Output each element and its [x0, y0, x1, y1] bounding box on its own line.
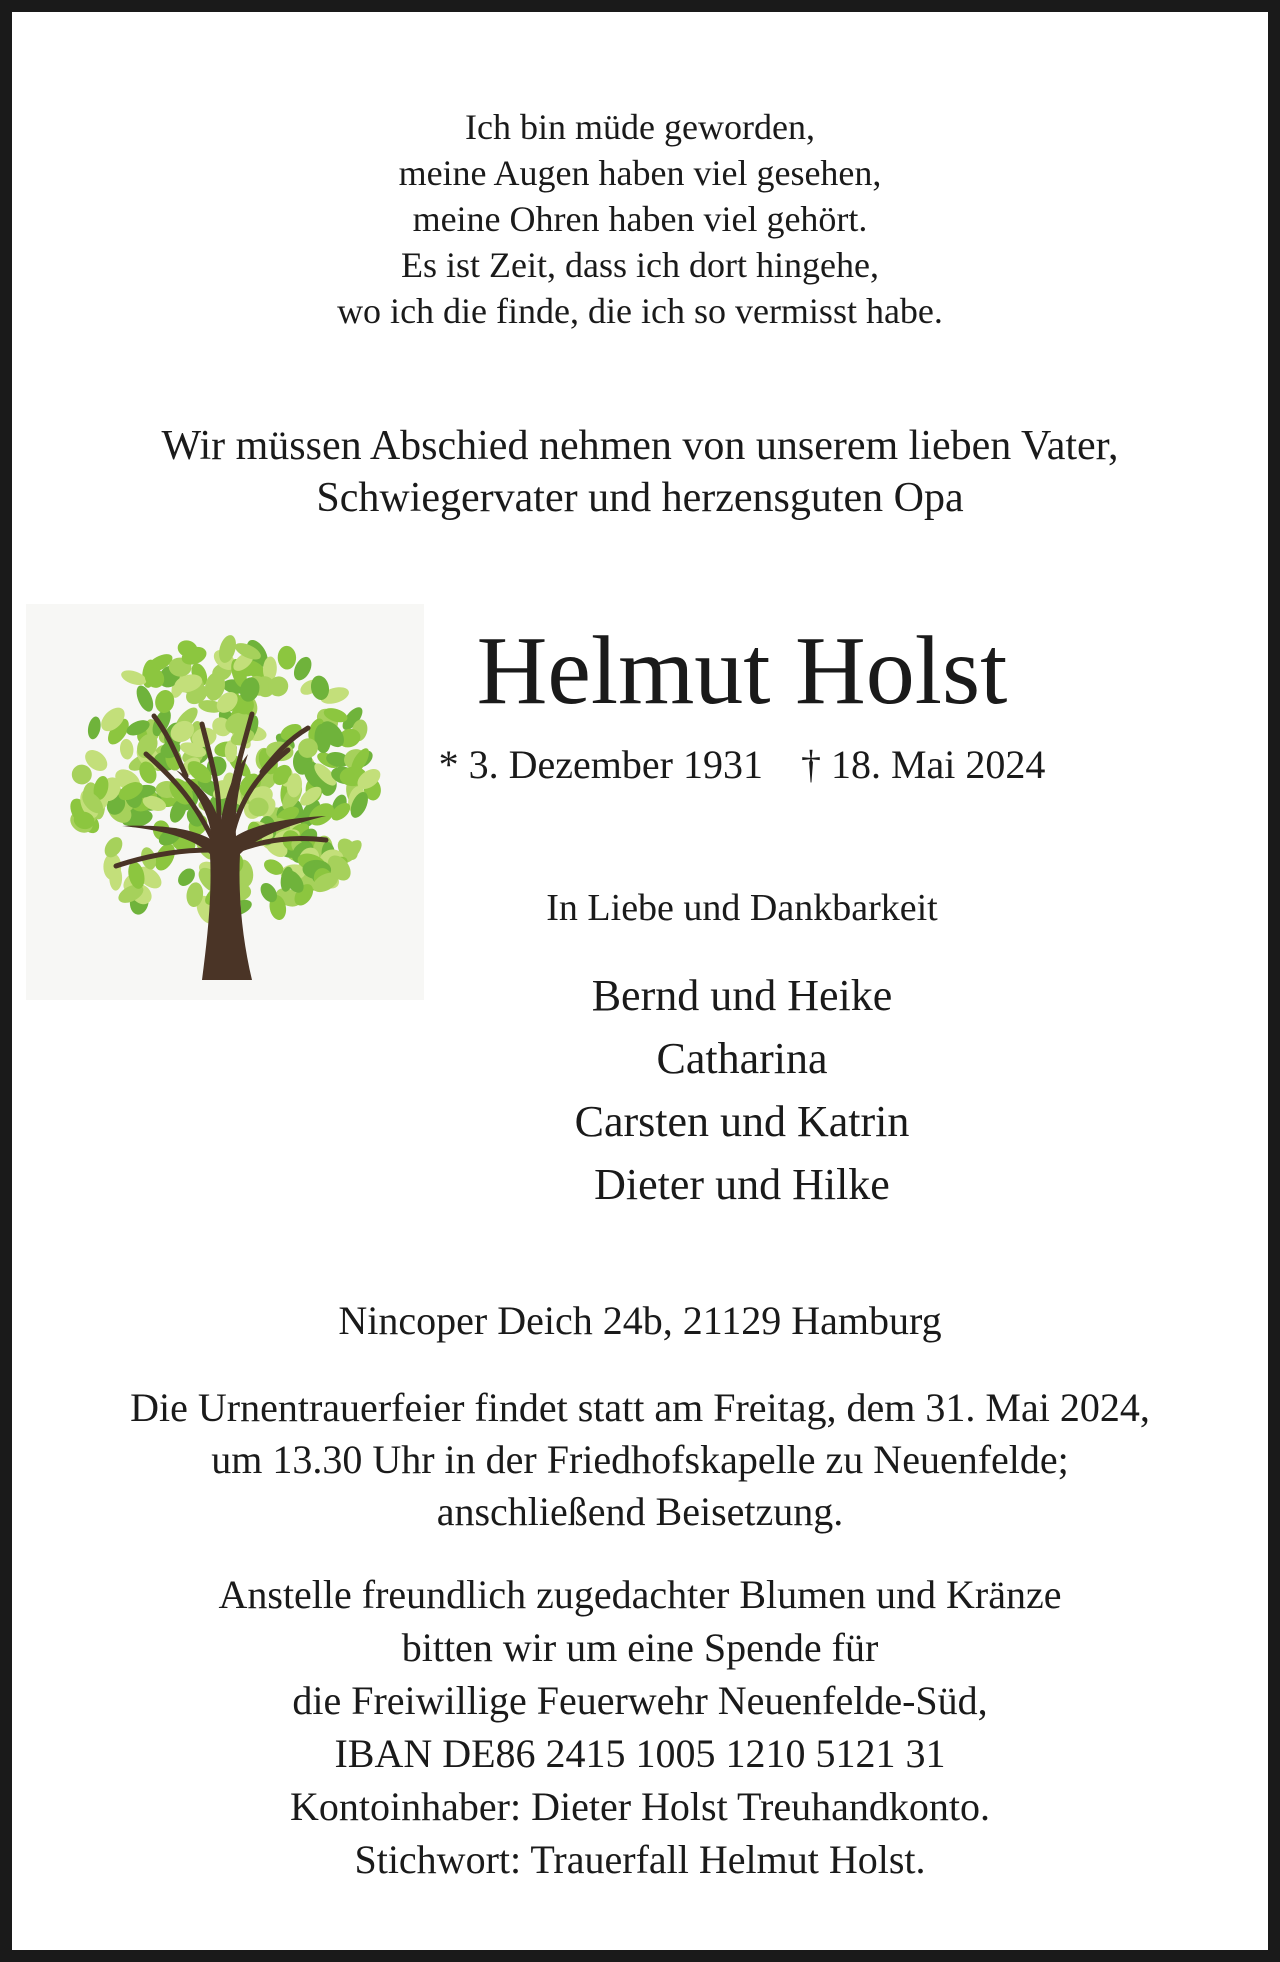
address: Nincoper Deich 24b, 21129 Hamburg: [338, 1298, 942, 1343]
farewell-intro: [24, 420, 1256, 524]
leaf-shape: [101, 834, 126, 861]
death-date: † 18. Mai 2024: [800, 742, 1046, 787]
donation-request: [24, 1568, 1256, 1886]
family-member: Catharina: [656, 1034, 828, 1083]
donation-line: Kontoinhaber: Dieter Holst Treuhandkonto.: [290, 1784, 990, 1829]
donation-line: Anstelle freundlich zugedachter Blumen und Kränze: [218, 1572, 1062, 1617]
tree-icon: [26, 604, 424, 1000]
poem-line: Ich bin müde geworden,: [465, 107, 815, 147]
donation-line: bitten wir um eine Spende für: [401, 1625, 879, 1670]
ceremony-line: anschließend Beisetzung.: [436, 1489, 844, 1534]
leaf-shape: [86, 715, 102, 740]
ceremony-info: [24, 1382, 1256, 1538]
leaf-shape: [71, 763, 94, 785]
family-member: Carsten und Katrin: [574, 1097, 910, 1146]
intro-line: Wir müssen Abschied nehmen von unserem lieben Vater,: [161, 423, 1119, 469]
donation-line: Stichwort: Trauerfall Helmut Holst.: [354, 1837, 926, 1882]
family-member: Bernd und Heike: [591, 971, 893, 1020]
poem-line: Es ist Zeit, dass ich dort hingehe,: [401, 245, 879, 285]
family-list: [402, 964, 1082, 1216]
poem-line: meine Augen haben viel gesehen,: [398, 153, 882, 193]
donation-line: die Freiwillige Feuerwehr Neuenfelde-Süd,: [292, 1678, 988, 1723]
deceased-name: Helmut Holst: [476, 617, 1008, 725]
poem-line: meine Ohren haben viel gehört.: [412, 199, 868, 239]
poem: [24, 104, 1256, 334]
donation-line: IBAN DE86 2415 1005 1210 5121 31: [334, 1731, 946, 1776]
family-member: Dieter und Hilke: [594, 1160, 890, 1209]
gratitude-line: In Liebe und Dankbarkeit: [546, 887, 938, 929]
ceremony-line: um 13.30 Uhr in der Friedhofskapelle zu Neuenfelde;: [211, 1437, 1069, 1482]
poem-line: wo ich die finde, die ich so vermisst habe.: [337, 291, 943, 331]
leaf-shape: [119, 738, 134, 760]
life-dates: [382, 740, 1102, 790]
ceremony-line: Die Urnentrauerfeier findet statt am Freitag, dem 31. Mai 2024,: [130, 1385, 1150, 1430]
leaf-shape: [109, 865, 122, 890]
leaf-shape: [277, 646, 296, 670]
birth-date: * 3. Dezember 1931: [438, 742, 763, 787]
intro-line: Schwiegervater und herzensguten Opa: [316, 475, 964, 521]
leaf-shape: [133, 683, 156, 714]
